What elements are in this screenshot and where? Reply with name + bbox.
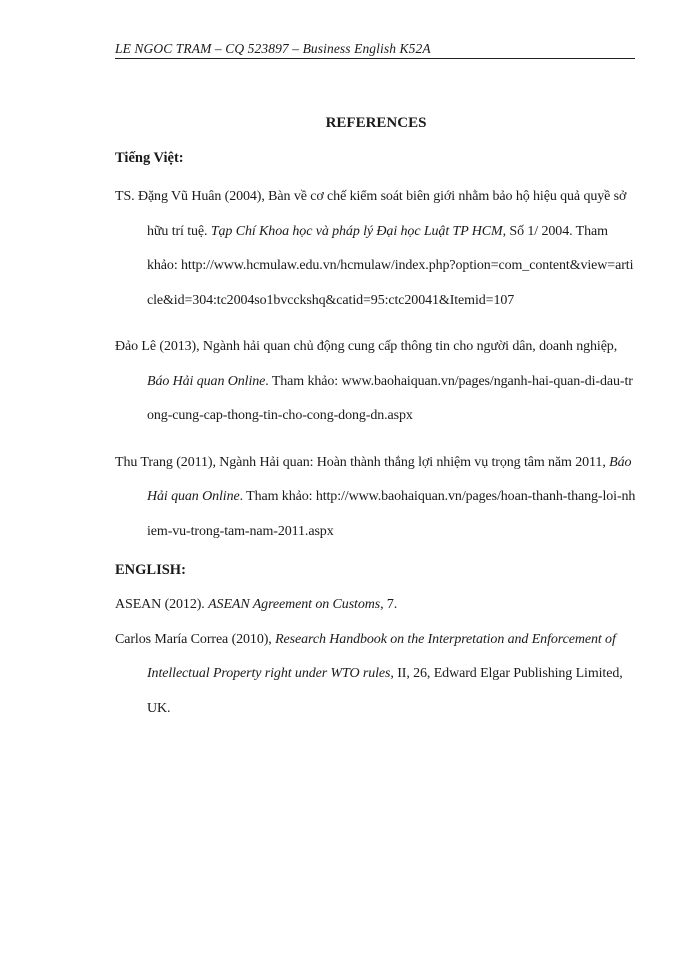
document-body [115,112,637,738]
reference-item: TS. Đặng Vũ Huân (2004), Bàn về cơ chế kiểm soát biên giới nhằm bảo hộ hiệu quả quyề sở hữu trí tuệ. Tạp Chí Khoa học và pháp lý Đại học Luật TP HCM, Số 1/ 2004. Tham khảo: http://www.hcmulaw.edu.vn/hcmulaw/index.php?option=com_content&view=article&id=304:tc2004so1bvcckshq&catid=95:ctc20041&Itemid=107 [115,189,634,308]
page-header [115,40,635,59]
reference-url: http://www.hcmulaw.edu.vn/hcmulaw/index.php?option=com_content&view=article&id=304:tc2004so1bvcckshq&catid=95:ctc20041&Itemid=107 [147,258,634,308]
reference-journal-title: Báo Hải quan Online [147,454,632,504]
reference-item: Carlos María Correa (2010), Research Handbook on the Interpretation and Enforcement of Intellectual Property right under WTO rules, II, 26, Edward Elgar Publishing Limited, UK. [115,631,623,716]
section-heading-vietnamese: Tiếng Việt: [115,150,184,166]
reference-item: Đảo Lê (2013), Ngành hải quan chủ động cung cấp thông tin cho người dân, doanh nghiệp, Báo Hải quan Online. Tham khảo: www.baohaiquan.vn/pages/nganh-hai-quan-di-dau-trong-cung-cap-thong-tin-cho-cong-dong-dn.aspx [115,339,633,423]
reference-url: www.baohaiquan.vn/pages/nganh-hai-quan-di-dau-trong-cung-cap-thong-tin-cho-cong-dong-dn.aspx [147,373,633,423]
reference-book-title: ASEAN Agreement on Customs [208,597,381,612]
reference-url: http://www.baohaiquan.vn/pages/hoan-thanh-thang-loi-nhiem-vu-trong-tam-nam-2011.aspx [147,489,636,539]
reference-journal-title: Tạp Chí Khoa học và pháp lý Đại học Luật TP HCM [210,223,503,239]
page-title: REFERENCES [325,115,427,131]
section-heading-english: ENGLISH: [115,562,186,578]
header-text: LE NGOC TRAM – CQ 523897 – Business English K52A [115,41,431,56]
reference-book-title: Research Handbook on the Interpretation and Enforcement of Intellectual Property right under WTO rules [147,631,616,681]
reference-item: Thu Trang (2011), Ngành Hải quan: Hoàn thành thắng lợi nhiệm vụ trọng tâm năm 2011, Báo Hải quan Online. Tham khảo: http://www.baohaiquan.vn/pages/hoan-thanh-thang-loi-nhiem-vu-trong-tam-nam-2011.aspx [115,454,636,539]
reference-journal-title: Báo Hải quan Online [147,373,266,389]
reference-item: ASEAN (2012). ASEAN Agreement on Customs, 7. [115,597,398,612]
